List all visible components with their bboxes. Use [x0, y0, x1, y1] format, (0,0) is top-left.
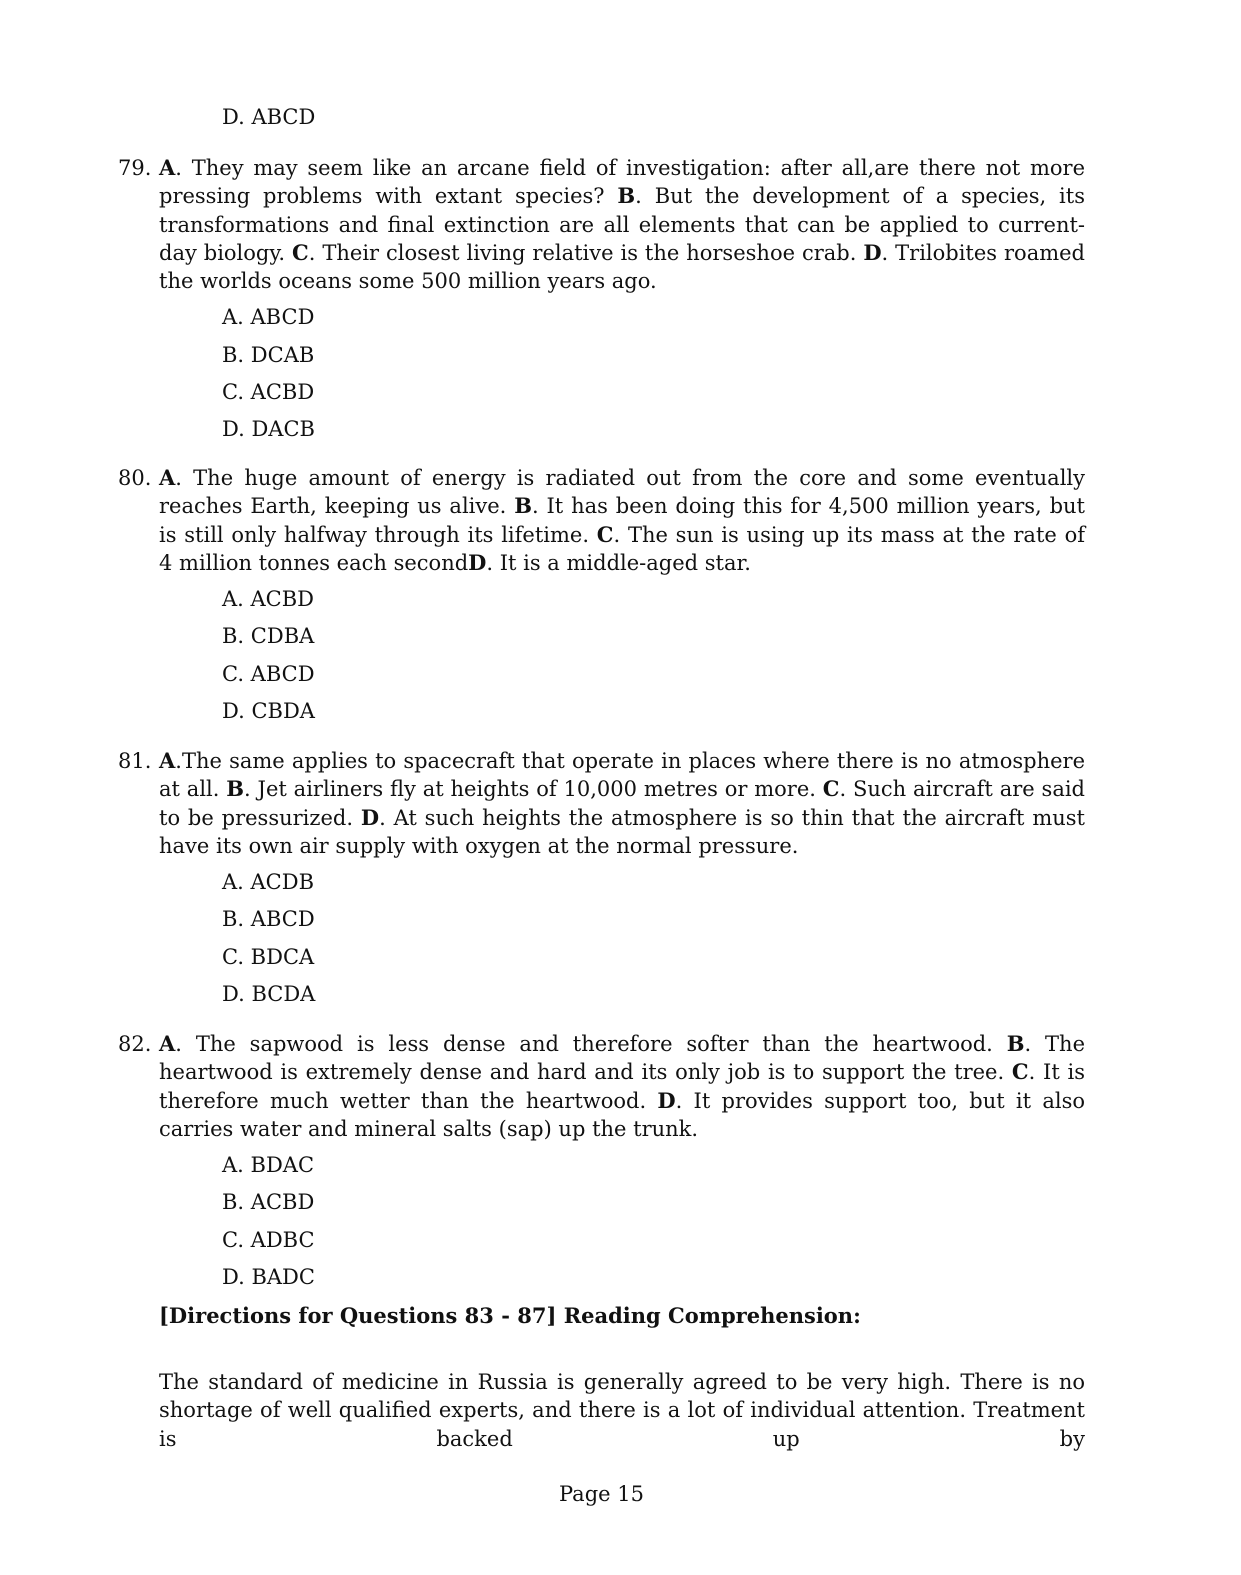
sentence-text: . The sun is using up its mass at the rate of 4 million tonnes each second	[159, 522, 1085, 575]
answer-option-d-previous: D. ABCD	[222, 105, 316, 129]
question-number: 81.	[118, 749, 152, 773]
question-text	[159, 1030, 1085, 1143]
answer-options	[222, 303, 1085, 452]
sentence-label: B	[1006, 1031, 1025, 1056]
sentence-label: B	[226, 776, 245, 802]
answer-option[interactable]: B. DCAB	[222, 342, 315, 367]
sentence-text: . It has been doing this for 4,500 million years, but is still only halfway through its lifetime.	[159, 494, 1085, 547]
sentence-text: . The sapwood is less dense and therefore softer than the heartwood.	[175, 1032, 1007, 1056]
sentence-text: . Their closest living relative is the horseshoe crab.	[308, 240, 864, 265]
sentence-text: . The huge amount of energy is radiated out from the core and some eventually reaches Earth, keeping us alive.	[159, 466, 1085, 519]
answer-option[interactable]: D. BCDA	[222, 982, 316, 1007]
answer-option[interactable]: C. ACBD	[222, 380, 315, 405]
answer-option[interactable]: D. CBDA	[222, 699, 315, 724]
question-81	[118, 747, 1085, 1017]
answer-option[interactable]: C. ADBC	[222, 1227, 315, 1252]
sentence-label: A	[159, 1031, 176, 1056]
answer-options	[222, 1151, 1085, 1300]
page-number: Page 15	[559, 1482, 644, 1506]
sentence-text: .The same applies to spacecraft that operate in places where there is no atmosphere at all.	[159, 749, 1085, 802]
sentence-label: A	[159, 465, 176, 490]
sentence-text: . But the development of a species, its transformations and final extinction are all elements that can be applied to current-day biology.	[159, 184, 1085, 265]
sentence-text: . Such aircraft are said to be pressurized.	[159, 777, 1085, 830]
sentence-text: . At such heights the atmosphere is so thin that the aircraft must have its own air supply with oxygen at the normal pressure.	[159, 805, 1085, 858]
answer-option[interactable]: D. DACB	[222, 417, 315, 442]
question-text	[159, 154, 1085, 295]
question-number: 80.	[118, 466, 152, 490]
sentence-label: A	[159, 748, 176, 773]
answer-options	[222, 868, 1085, 1017]
sentence-label: C	[292, 239, 309, 265]
question-80	[118, 464, 1085, 734]
sentence-label: C	[1011, 1059, 1029, 1085]
sentence-label: B	[514, 493, 532, 519]
sentence-label: D	[360, 804, 380, 830]
sentence-text: . The heartwood is extremely dense and hard and its only job is to support the tree.	[159, 1032, 1085, 1085]
sentence-label: C	[596, 521, 614, 547]
answer-option[interactable]: B. ACBD	[222, 1190, 315, 1215]
question-text	[159, 464, 1085, 577]
question-82	[118, 1030, 1085, 1300]
question-number: 82.	[118, 1032, 152, 1056]
section-directions: [Directions for Questions 83 - 87] Reading Comprehension:	[159, 1303, 861, 1328]
sentence-label: A	[159, 155, 176, 180]
question-79	[118, 154, 1085, 453]
sentence-label: D	[657, 1087, 676, 1113]
reading-passage: The standard of medicine in Russia is generally agreed to be very high. There is no shortage of well qualified experts, and there is a lot of individual attention. Treatment is backed up by	[159, 1370, 1085, 1451]
answer-option[interactable]: C. ABCD	[222, 661, 315, 686]
answer-option[interactable]: A. BDAC	[222, 1153, 315, 1178]
sentence-label: B	[617, 183, 636, 209]
sentence-text: . It is therefore much wetter than the heartwood.	[159, 1060, 1085, 1113]
sentence-text: . They may seem like an arcane field of investigation: after all,are there not more pressing problems with extant species?	[159, 156, 1085, 209]
sentence-text: . It is a middle-aged star.	[486, 550, 751, 575]
answer-options	[222, 585, 1085, 734]
answer-option[interactable]: A. ACDB	[222, 870, 315, 895]
answer-option[interactable]: A. ACBD	[222, 587, 315, 612]
answer-option[interactable]: B. ABCD	[222, 907, 315, 932]
sentence-text: . Jet airliners fly at heights of 10,000 metres or more.	[244, 777, 823, 802]
sentence-text: . Trilobites roamed the worlds oceans some 500 million years ago.	[159, 240, 1085, 294]
answer-option[interactable]: D. BADC	[222, 1265, 315, 1290]
answer-option[interactable]: C. BDCA	[222, 944, 315, 969]
sentence-label: C	[822, 776, 840, 802]
sentence-label: D	[468, 549, 487, 575]
sentence-text: . It provides support too, but it also carries water and mineral salts (sap) up the trunk.	[159, 1088, 1085, 1141]
question-text	[159, 747, 1085, 860]
sentence-label: D	[863, 239, 882, 265]
question-number: 79.	[118, 156, 152, 180]
answer-option[interactable]: A. ABCD	[222, 305, 315, 330]
answer-option[interactable]: B. CDBA	[222, 624, 315, 649]
